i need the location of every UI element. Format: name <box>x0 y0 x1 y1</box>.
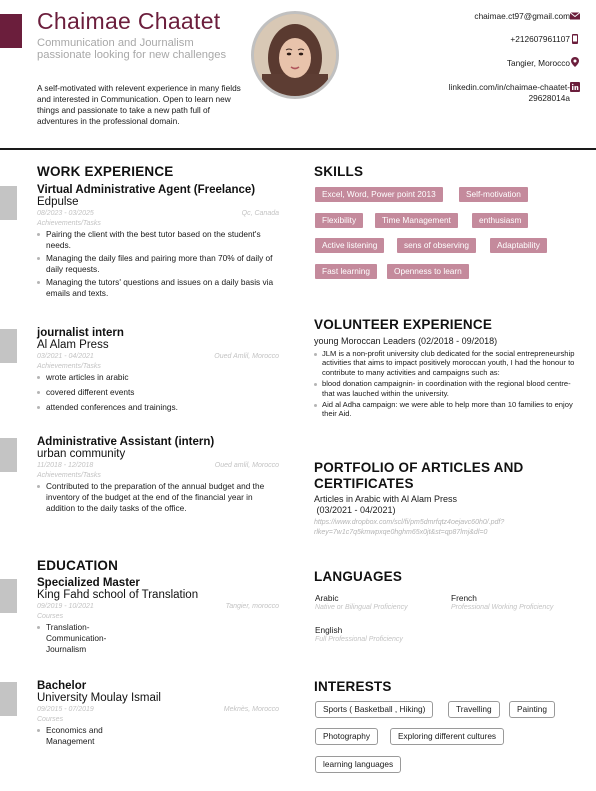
profile-photo <box>251 11 339 99</box>
skill-tag: Self-motivation <box>459 187 528 202</box>
job-bullet: attended conferences and trainings. <box>37 402 279 413</box>
linkedin-icon <box>570 82 580 92</box>
job-marker <box>0 438 17 472</box>
phone-icon <box>570 34 580 44</box>
language-item <box>315 625 403 643</box>
job-entry <box>37 436 279 516</box>
header-divider <box>0 148 596 150</box>
portfolio-heading-line1: PORTFOLIO OF ARTICLES AND <box>314 460 524 475</box>
job-achievements-label: Achievements/Tasks <box>37 472 101 479</box>
job-dates: 08/2023 - 03/2025 <box>37 210 94 217</box>
portfolio-heading-line2: CERTIFICATES <box>314 475 414 491</box>
skill-tag: Fast learning <box>315 264 377 279</box>
job-dates: 11/2018 - 12/2018 <box>37 462 94 469</box>
interest-tag: learning languages <box>315 756 401 773</box>
job-bullet: Managing the tutors' questions and issues on a daily basis via emails and texts. <box>37 277 279 299</box>
job-marker <box>0 329 17 363</box>
job-location: Oued amlil, Morocco <box>214 462 279 469</box>
job-company: urban community <box>37 448 126 460</box>
education-location: Tangier, morocco <box>225 603 279 610</box>
volunteer-details <box>314 349 576 421</box>
education-school: King Fahd school of Translation <box>37 589 199 601</box>
skill-tag: Flexibility <box>315 213 363 228</box>
job-title: Virtual Administrative Agent (Freelance) <box>37 184 256 196</box>
job-company: Al Alam Press <box>37 339 109 351</box>
education-course: Economics and Management <box>37 725 122 747</box>
job-entry <box>37 184 279 301</box>
skill-tag: Active listening <box>315 238 384 253</box>
language-name: French <box>451 593 477 603</box>
education-location: Meknès, Morocco <box>223 706 279 713</box>
skill-tag: enthusiasm <box>472 213 528 228</box>
linkedin-url-line1: linkedin.com/in/chaimae-chaatet- <box>448 82 570 92</box>
language-level: Native or Bilingual Proficiency <box>315 603 408 611</box>
skill-tag: Excel, Word, Power point 2013 <box>315 187 443 202</box>
education-marker <box>0 682 17 716</box>
job-bullet: wrote articles in arabic <box>37 372 279 383</box>
candidate-name: Chaimae Chaatet <box>37 8 221 34</box>
education-marker <box>0 579 17 613</box>
language-item <box>451 593 553 611</box>
education-degree: Specialized Master <box>37 577 140 589</box>
profile-photo-portrait <box>254 14 336 96</box>
interest-tag: Exploring different cultures <box>390 728 504 745</box>
interest-tag: Photography <box>315 728 378 745</box>
language-name: English <box>315 625 343 635</box>
job-title: Administrative Assistant (intern) <box>37 436 215 448</box>
education-heading: EDUCATION <box>37 558 119 573</box>
linkedin-url-line2: 29628014a <box>528 92 570 103</box>
skills-heading: SKILLS <box>314 164 364 179</box>
portfolio-title: Articles in Arabic with Al Alam Press <box>314 494 458 504</box>
language-level: Professional Working Proficiency <box>451 603 554 611</box>
job-marker <box>0 186 17 220</box>
job-bullet: Pairing the client with the best tutor based on the student's needs. <box>37 229 279 251</box>
email-icon <box>570 11 580 21</box>
languages-heading: LANGUAGES <box>314 569 403 584</box>
interest-tag: Travelling <box>448 701 500 718</box>
volunteer-heading: VOLUNTEER EXPERIENCE <box>314 317 493 332</box>
job-location: Oued Amlil, Morocco <box>214 353 279 360</box>
education-entry <box>37 680 279 749</box>
portfolio-link-line2: rlkey=7w1c7q5kmwpxqe0hghm65x0jt&st=qp87lmj&dl=0 <box>314 528 488 536</box>
contact-linkedin[interactable] <box>449 82 570 103</box>
portfolio-link-line1: https://www.dropbox.com/scl/fi/pm5dmrfqtz4oejavc60h0/.pdf? <box>314 519 505 526</box>
job-location: Qc, Canada <box>241 210 279 217</box>
job-bullet: Managing the daily files and pairing more than 70% of daily of daily requests. <box>37 253 279 275</box>
language-level: Full Professional Proficiency <box>315 635 403 643</box>
skill-tag: Adaptability <box>490 238 547 253</box>
interest-tag: Painting <box>509 701 555 718</box>
candidate-tagline: Communication and Journalism passionate looking for new challenges <box>37 37 227 61</box>
education-school: University Moulay Ismail <box>37 692 161 704</box>
candidate-summary: A self-motivated with relevent experience in many fields and interested in Communication. Open to learn new things and passionate to take a new path full of adventures in the professional domain. <box>37 83 241 126</box>
portfolio-dates: (03/2021 - 04/2021) <box>314 505 396 515</box>
language-item <box>315 593 408 611</box>
education-courses-label: Courses <box>37 716 64 723</box>
job-title: journalist intern <box>37 327 124 339</box>
education-entry <box>37 577 279 657</box>
job-bullet: Contributed to the preparation of the annual budget and the inventory of the budget at the end of the financial year in addition to the daily tasks of the office. <box>37 481 279 514</box>
volunteer-bullet: Aid al Adha campaign: we were able to help more than 10 families to enjoy their Aid. <box>314 400 576 419</box>
portfolio-heading <box>314 460 524 491</box>
job-company: Edpulse <box>37 196 79 208</box>
portfolio-link[interactable] <box>314 518 504 537</box>
contact-email[interactable]: chaimae.ct97@gmail.com <box>474 11 570 21</box>
education-dates: 09/2019 - 10/2021 <box>37 603 94 610</box>
interests-heading: INTERESTS <box>314 679 392 694</box>
work-experience-heading: WORK EXPERIENCE <box>37 164 174 179</box>
skill-tag: Time Management <box>375 213 458 228</box>
education-courses-label: Courses <box>37 613 64 620</box>
skill-tag: sens of observing <box>397 238 476 253</box>
job-bullet: covered different events <box>37 387 279 398</box>
language-name: Arabic <box>315 593 339 603</box>
job-entry <box>37 327 279 415</box>
interest-tag: Sports ( Basketball , Hiking) <box>315 701 433 718</box>
contact-location: Tangier, Morocco <box>506 58 570 68</box>
education-degree: Bachelor <box>37 680 87 692</box>
skill-tag: Openness to learn <box>387 264 469 279</box>
volunteer-bullet: blood donation campaignin- in coordination with the regional blood centre- that was lauched within the university. <box>314 379 576 398</box>
volunteer-bullet: JLM is a non-profit university club dedicated for the social entrepreneurship activities that aims to impact positively moroccan youth, I had the honour to contribute to many activities and campaigns such as: <box>314 349 576 377</box>
location-pin-icon <box>570 57 580 67</box>
contact-phone[interactable]: +212607961107 <box>510 34 570 44</box>
header-accent-bar <box>0 14 22 48</box>
education-dates: 09/2015 - 07/2019 <box>37 706 94 713</box>
job-achievements-label: Achievements/Tasks <box>37 363 101 370</box>
education-course: Translation-Communication-Journalism <box>37 622 117 655</box>
job-dates: 03/2021 - 04/2021 <box>37 353 94 360</box>
job-achievements-label: Achievements/Tasks <box>37 220 101 227</box>
volunteer-role: young Moroccan Leaders (02/2018 - 09/2018) <box>314 336 498 346</box>
